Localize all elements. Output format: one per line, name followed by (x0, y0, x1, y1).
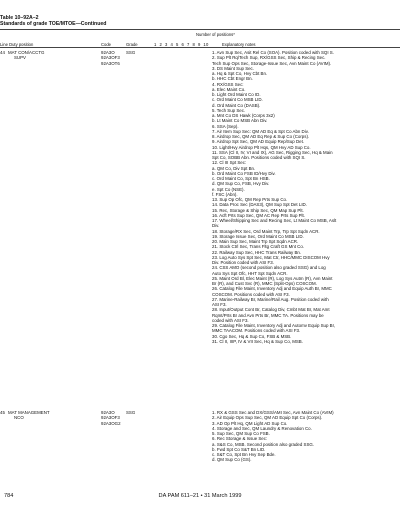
note-line: 5. Tech Sup Sec. (212, 107, 246, 113)
note-line: 10. Light/Hvy Airdrop Plt Hqs, QM Hvy AD Sup Co. (212, 144, 311, 150)
note-line: 4. RX/GSS Sec: (212, 81, 244, 87)
col-header-position-numbers: 1 2 3 4 5 6 7 8 9 10 (154, 42, 209, 47)
note-line: coded with ASI F3. (212, 317, 249, 323)
table-title (0, 15, 106, 27)
col-header-line-duty: Line Duty position (0, 42, 34, 47)
duty-subtitle: NCO (14, 415, 24, 421)
table-title-caption: Standards of grade TOE/MTOE—Continued (0, 21, 107, 27)
explanatory-notes (212, 410, 400, 463)
duty-subtitle: SUPV (14, 55, 26, 61)
note-line: 31. Cl II, IIIP, IV & VII Sec, Hq & Sup Co, MSB. (212, 338, 303, 344)
note-line: Tech Sup Ops Sec, Storage-Issue Sec, Avn Maint Co (AVIM). (212, 60, 332, 66)
note-line: 15. Rec, Storage & Ship Sec, QM Map Sup Plt. (212, 207, 304, 213)
code: 92A3OF3 (101, 415, 120, 421)
note-line: 14. Data Proc Sec (DAS3), QM Sup Spt Det LID. (212, 202, 307, 208)
note-line: 2. Air Equip Ops Sup Sec, QM AD Equip Spt Co (Corps). (212, 415, 323, 421)
note-line: 11. SSA (Cl II, IV, VI and IX), AG Sec, Rigging Sec, Hq & Main (212, 149, 333, 155)
note-line: 9. Airdrop Spt Sec, QM AD Equip Rep/Sup Det. (212, 139, 305, 145)
code: 92A3OF3 (101, 55, 120, 61)
note-line: 26. Catalog File Maint, Inventory Adj and Equip Auth Br, MMC (212, 286, 332, 292)
note-line: d. QM Sup Co (GS). (212, 457, 252, 463)
note-line: 27. Marine-Railway Br, Marine/Rail Aug. Position coded with (212, 296, 329, 302)
note-line: a. Elec Maint Co. (212, 86, 246, 92)
note-line: 1. Avn Sup Sec, Asit Rel Co (SOA). Position coded with SQI S. (212, 50, 334, 55)
grade: SSG (126, 410, 136, 415)
note-line: 4. Storage and Sec, QM Laundry & Renovation Co. (212, 425, 312, 431)
page-number: 784 (4, 493, 14, 499)
note-line: 17. Wheel/Shipping Sec and Recing Sec, Lt Maint Co MSB, Aslt (212, 218, 337, 223)
note-line: c. Ord Maint Co, Spt Bn HSB. (212, 176, 270, 181)
duty-position (8, 410, 98, 421)
duty-position (8, 50, 98, 61)
note-line: b. Light Ord Maint Co ID. (212, 92, 261, 97)
table-title-number: Table 10–92A–2 (0, 15, 39, 21)
note-line: 5. Sup Sec, QM Sup Co FSB. (212, 431, 270, 436)
code: 92A3OT6 (101, 60, 120, 66)
note-line: Auto Sys Spt Ofc, HHT Spt Sqdn ACR. (212, 270, 288, 276)
publication-line: DA PAM 611–21 • 31 March 1999 (158, 493, 242, 499)
header-bottom-rule (0, 47, 400, 48)
col-header-code: Code (101, 42, 112, 47)
header-top-rule (0, 29, 400, 30)
note-line: b. HHC Cbt Engr Bn. (212, 76, 253, 82)
note-line: a. S&S Co, MSB. Second position also graded SSG. (212, 441, 315, 447)
note-line: f. FSC (Abn). (212, 191, 238, 197)
note-line: 19. Storage Issue Sec, Ord Maint Co MSB LID. (212, 233, 304, 239)
note-line: 6. SSA (Sep). (212, 123, 239, 129)
col-header-notes: Explanatory notes (222, 42, 256, 47)
note-line: Rqmt/Prts Br and Avn Prts Br, MMC TA. Positions may be (212, 312, 324, 318)
note-line: 6. Rec Storage & Issue Sec: (212, 436, 268, 442)
explanatory-notes (212, 50, 400, 344)
code: 92A3O (101, 50, 115, 55)
note-line: a. Mnt Co DS Hawk (Corps 3x2) (212, 113, 275, 118)
line-number: 45 (0, 410, 5, 415)
col-header-grade: Grade (126, 42, 138, 47)
note-line: 28. Input/Output Cont Br, Catalog Div, Cmbt Mat Br, Mat Amt (212, 307, 330, 313)
note-line: d. Ord Maint Co (DASB). (212, 102, 261, 108)
note-line: 24. CSS AMO (second position also graded SSG) and Log (212, 265, 326, 271)
note-line: 29. Catalog File Maint, Inventory Adj and Automv Equip Sup Br, (212, 323, 336, 328)
note-line: b. Fwd Spt Co S&T Bn LID. (212, 446, 266, 452)
note-line: Br (R), and Cust Svc (R), MMC (Split-Ops) COSCOM. (212, 281, 317, 286)
note-line: 30. Cgo Sec, Hq & Sup Co, FSB & MSB. (212, 333, 292, 339)
note-line: Div. (212, 223, 220, 229)
note-line: COSCOM. Positions coded with ASI F3. (212, 291, 290, 297)
note-line: 2. Sup Plt Rq/Tech Sup, RX/GSS Sec, Ship & Recing Sec. (212, 55, 326, 61)
note-line: b. Lt Maint Co MSB Abn Div. (212, 118, 268, 124)
note-line: 7. Air Item Sup Sec: QM AD Eq & Spt Co Abn Div. (212, 128, 309, 134)
note-line: d. QM Sup Co, FSB, Hvy Div. (212, 181, 270, 187)
note-line: Spt Co, SOBB Abn. Positions coded with SQI S. (212, 155, 306, 160)
note-line: 16. Acft Prts Sup Sec, QM AC Rep Prts Sup Plt. (212, 212, 305, 218)
positions-header: Number of positions* (196, 32, 235, 37)
note-line: b. Ord Maint Co FSB ID/Hvy Div. (212, 170, 276, 176)
note-line: 20. Main Sup Sec, Maint Trp Spt Sqdn ACR. (212, 239, 299, 244)
note-line: 12. Cl III Spt Sec: (212, 160, 247, 166)
note-line: c. S&T Co, Spt Bn Hvy Sep Bde. (212, 452, 276, 457)
note-line: 23. Log Auto Sys Spt Sec, Mat Ctr, HHC/MMC DISCOM Hvy (212, 254, 330, 260)
note-line: 13. Sup Op Ofc, QM Rep Prts Sup Co. (212, 197, 288, 202)
grade: SSG (126, 50, 136, 55)
note-line: 21. Stock Ctrl Sec, Trans Fltg Craft GS Mnt Co. (212, 244, 304, 250)
code: 92A3O (101, 410, 115, 415)
note-line: a. Hq & Spt Co, Hvy Cbt Bn. (212, 71, 268, 76)
duty-title: MAT CON/ACCTG (8, 50, 45, 55)
note-line: 22. Railway Sup Sec, HHC Trans Railway Bn. (212, 249, 302, 255)
note-line: ASI F3. (212, 302, 227, 307)
note-line: a. QM Co, Div Spt Bn. (212, 165, 256, 171)
note-line: 8. Airdrop Sec, QM AD Eq Rep & Sup Co (Corps). (212, 134, 310, 139)
line-number: 44 (0, 50, 5, 55)
note-line: 1. RX & GSS Sec and DX/GSS/AMI Sec, Avn Maint Co (AVIM) (212, 410, 334, 415)
duty-title: MAT MANAGEMENT (8, 410, 50, 415)
code: 92A3OG2 (101, 420, 121, 426)
note-line: c. Ord Maint Co MSB LID. (212, 97, 263, 103)
note-line: 18. Storage/RX Sec, Ord Maint Trp, Trp Spt Sqdn ACR. (212, 228, 320, 234)
note-line: 25. Maint Ord Bl, Elec Maint (R), Log Sys Autm (R), Avn Maint (212, 275, 333, 281)
note-line: e. Spt Co (NSE). (212, 186, 245, 192)
note-line: MMC TAACOM. Positions coded with ASI F3. (212, 328, 301, 334)
note-line: 3. AD Op Plt Hq, QM Light AD Sup Co. (212, 420, 288, 426)
note-line: Div. Position coded with ASI F3. (212, 260, 274, 265)
note-line: 3. DS Maint Sup Sec. (212, 65, 254, 71)
